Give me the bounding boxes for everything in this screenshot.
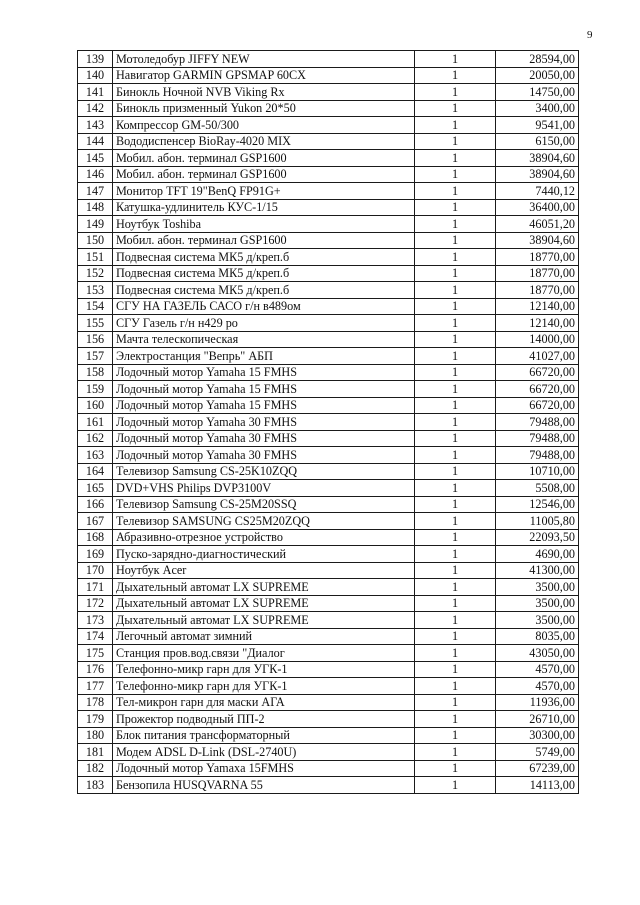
item-name-cell: Бинокль Ночной NVB Viking Rx [113,84,415,101]
price-cell: 30300,00 [496,727,579,744]
price-cell: 46051,20 [496,216,579,233]
quantity-cell: 1 [415,694,496,711]
table-row [78,727,579,744]
table-row [78,463,579,480]
price-cell: 7440,12 [496,183,579,200]
item-name-cell: Лодочный мотор Yamaha 30 FMHS [113,447,415,464]
quantity-cell: 1 [415,216,496,233]
table-row [78,67,579,84]
price-cell: 43050,00 [496,645,579,662]
table-row [78,744,579,761]
table-row [78,546,579,563]
quantity-cell: 1 [415,331,496,348]
table-row [78,480,579,497]
quantity-cell: 1 [415,645,496,662]
quantity-cell: 1 [415,133,496,150]
table-row [78,100,579,117]
table-row [78,364,579,381]
quantity-cell: 1 [415,711,496,728]
item-name-cell: Подвесная система МК5 д/креп.б [113,282,415,299]
table-row [78,777,579,794]
price-cell: 28594,00 [496,51,579,68]
quantity-cell: 1 [415,579,496,596]
row-number-cell: 139 [78,51,113,68]
quantity-cell: 1 [415,777,496,794]
price-cell: 14113,00 [496,777,579,794]
price-cell: 14000,00 [496,331,579,348]
item-name-cell: Дыхательный автомат LX SUPREME [113,579,415,596]
row-number-cell: 170 [78,562,113,579]
table-row [78,117,579,134]
item-name-cell: Лодочный мотор Yamaxa 15FMHS [113,760,415,777]
item-name-cell: Мобил. абон. терминал GSP1600 [113,166,415,183]
row-number-cell: 156 [78,331,113,348]
row-number-cell: 164 [78,463,113,480]
price-cell: 38904,60 [496,166,579,183]
item-name-cell: Телевизор SAMSUNG CS25M20ZQQ [113,513,415,530]
row-number-cell: 153 [78,282,113,299]
item-name-cell: Мотоледобур JIFFY NEW [113,51,415,68]
quantity-cell: 1 [415,678,496,695]
row-number-cell: 161 [78,414,113,431]
quantity-cell: 1 [415,562,496,579]
price-cell: 5508,00 [496,480,579,497]
price-cell: 4690,00 [496,546,579,563]
price-cell: 10710,00 [496,463,579,480]
row-number-cell: 181 [78,744,113,761]
quantity-cell: 1 [415,199,496,216]
row-number-cell: 169 [78,546,113,563]
price-cell: 41300,00 [496,562,579,579]
table-row [78,84,579,101]
item-name-cell: Ноутбук Acer [113,562,415,579]
price-cell: 3400,00 [496,100,579,117]
table-row [78,150,579,167]
row-number-cell: 151 [78,249,113,266]
row-number-cell: 146 [78,166,113,183]
price-cell: 11005,80 [496,513,579,530]
table-row [78,678,579,695]
row-number-cell: 147 [78,183,113,200]
item-name-cell: Телефонно-микр гарн для УГК-1 [113,661,415,678]
row-number-cell: 168 [78,529,113,546]
quantity-cell: 1 [415,430,496,447]
row-number-cell: 154 [78,298,113,315]
price-cell: 67239,00 [496,760,579,777]
quantity-cell: 1 [415,100,496,117]
table-row [78,529,579,546]
item-name-cell: Дыхательный автомат LX SUPREME [113,595,415,612]
table-row [78,397,579,414]
table-row [78,298,579,315]
item-name-cell: Электростанция "Вепрь" АБП [113,348,415,365]
item-name-cell: Абразивно-отрезное устройство [113,529,415,546]
row-number-cell: 155 [78,315,113,332]
table-row [78,430,579,447]
row-number-cell: 152 [78,265,113,282]
price-cell: 22093,50 [496,529,579,546]
table-row [78,249,579,266]
row-number-cell: 140 [78,67,113,84]
item-name-cell: Прожектор подводный ПП-2 [113,711,415,728]
quantity-cell: 1 [415,744,496,761]
quantity-cell: 1 [415,447,496,464]
row-number-cell: 171 [78,579,113,596]
table-row [78,265,579,282]
item-name-cell: DVD+VHS Philips DVP3100V [113,480,415,497]
row-number-cell: 165 [78,480,113,497]
price-cell: 12546,00 [496,496,579,513]
price-cell: 8035,00 [496,628,579,645]
table-row [78,645,579,662]
quantity-cell: 1 [415,67,496,84]
price-cell: 79488,00 [496,414,579,431]
quantity-cell: 1 [415,513,496,530]
item-name-cell: Бинокль призменный Yukon 20*50 [113,100,415,117]
item-name-cell: СГУ НА ГАЗЕЛЬ САСО г/н в489ом [113,298,415,315]
row-number-cell: 163 [78,447,113,464]
quantity-cell: 1 [415,265,496,282]
price-cell: 18770,00 [496,282,579,299]
inventory-table-body [78,51,579,794]
price-cell: 14750,00 [496,84,579,101]
row-number-cell: 173 [78,612,113,629]
price-cell: 20050,00 [496,67,579,84]
table-row [78,183,579,200]
row-number-cell: 179 [78,711,113,728]
item-name-cell: Навигатор GARMIN GPSMAP 60CX [113,67,415,84]
item-name-cell: Телевизор Samsung CS-25M20SSQ [113,496,415,513]
table-row [78,315,579,332]
item-name-cell: Пуско-зарядно-диагностический [113,546,415,563]
quantity-cell: 1 [415,183,496,200]
row-number-cell: 148 [78,199,113,216]
quantity-cell: 1 [415,232,496,249]
price-cell: 38904,60 [496,150,579,167]
table-row [78,381,579,398]
table-row [78,562,579,579]
item-name-cell: Телевизор Samsung CS-25K10ZQQ [113,463,415,480]
table-row [78,694,579,711]
table-row [78,282,579,299]
price-cell: 18770,00 [496,265,579,282]
price-cell: 12140,00 [496,298,579,315]
table-row [78,414,579,431]
row-number-cell: 180 [78,727,113,744]
row-number-cell: 176 [78,661,113,678]
row-number-cell: 143 [78,117,113,134]
item-name-cell: Легочный автомат зимний [113,628,415,645]
table-row [78,612,579,629]
table-row [78,447,579,464]
row-number-cell: 144 [78,133,113,150]
item-name-cell: Монитор TFT 19"BenQ FP91G+ [113,183,415,200]
item-name-cell: Модем ADSL D-Link (DSL-2740U) [113,744,415,761]
row-number-cell: 159 [78,381,113,398]
price-cell: 4570,00 [496,661,579,678]
quantity-cell: 1 [415,628,496,645]
row-number-cell: 166 [78,496,113,513]
item-name-cell: Мобил. абон. терминал GSP1600 [113,150,415,167]
item-name-cell: Тел-микрон гарн для маски АГА [113,694,415,711]
row-number-cell: 158 [78,364,113,381]
item-name-cell: Мобил. абон. терминал GSP1600 [113,232,415,249]
row-number-cell: 167 [78,513,113,530]
table-row [78,711,579,728]
item-name-cell: Лодочный мотор Yamaha 15 FMHS [113,364,415,381]
item-name-cell: Компрессор GM-50/300 [113,117,415,134]
row-number-cell: 172 [78,595,113,612]
price-cell: 36400,00 [496,199,579,216]
item-name-cell: Лодочный мотор Yamaha 15 FMHS [113,381,415,398]
quantity-cell: 1 [415,760,496,777]
quantity-cell: 1 [415,546,496,563]
quantity-cell: 1 [415,166,496,183]
table-row [78,760,579,777]
table-row [78,216,579,233]
row-number-cell: 174 [78,628,113,645]
price-cell: 12140,00 [496,315,579,332]
inventory-table [77,50,579,794]
quantity-cell: 1 [415,414,496,431]
quantity-cell: 1 [415,397,496,414]
quantity-cell: 1 [415,727,496,744]
item-name-cell: Ноутбук Toshiba [113,216,415,233]
price-cell: 38904,60 [496,232,579,249]
item-name-cell: Бензопила HUSQVARNA 55 [113,777,415,794]
table-row [78,133,579,150]
price-cell: 6150,00 [496,133,579,150]
price-cell: 3500,00 [496,579,579,596]
row-number-cell: 145 [78,150,113,167]
item-name-cell: Мачта телескопическая [113,331,415,348]
row-number-cell: 160 [78,397,113,414]
price-cell: 4570,00 [496,678,579,695]
table-row [78,331,579,348]
quantity-cell: 1 [415,282,496,299]
price-cell: 18770,00 [496,249,579,266]
item-name-cell: Станция пров.вод.связи "Диалог [113,645,415,662]
row-number-cell: 175 [78,645,113,662]
quantity-cell: 1 [415,364,496,381]
table-row [78,51,579,68]
price-cell: 66720,00 [496,364,579,381]
row-number-cell: 178 [78,694,113,711]
quantity-cell: 1 [415,463,496,480]
item-name-cell: Подвесная система МК5 д/креп.б [113,249,415,266]
price-cell: 3500,00 [496,612,579,629]
item-name-cell: Лодочный мотор Yamaha 30 FMHS [113,414,415,431]
table-row [78,661,579,678]
table-row [78,595,579,612]
quantity-cell: 1 [415,51,496,68]
price-cell: 66720,00 [496,397,579,414]
item-name-cell: СГУ Газель г/н н429 ро [113,315,415,332]
quantity-cell: 1 [415,480,496,497]
quantity-cell: 1 [415,381,496,398]
price-cell: 41027,00 [496,348,579,365]
price-cell: 3500,00 [496,595,579,612]
row-number-cell: 162 [78,430,113,447]
item-name-cell: Лодочный мотор Yamaha 30 FMHS [113,430,415,447]
quantity-cell: 1 [415,249,496,266]
row-number-cell: 141 [78,84,113,101]
item-name-cell: Телефонно-микр гарн для УГК-1 [113,678,415,695]
table-row [78,348,579,365]
quantity-cell: 1 [415,117,496,134]
quantity-cell: 1 [415,661,496,678]
row-number-cell: 177 [78,678,113,695]
price-cell: 26710,00 [496,711,579,728]
table-row [78,579,579,596]
table-row [78,199,579,216]
table-row [78,513,579,530]
quantity-cell: 1 [415,529,496,546]
quantity-cell: 1 [415,496,496,513]
quantity-cell: 1 [415,348,496,365]
table-row [78,496,579,513]
quantity-cell: 1 [415,595,496,612]
row-number-cell: 149 [78,216,113,233]
page-number: 9 [587,29,593,41]
item-name-cell: Блок питания трансформаторный [113,727,415,744]
quantity-cell: 1 [415,150,496,167]
table-row [78,628,579,645]
quantity-cell: 1 [415,612,496,629]
row-number-cell: 183 [78,777,113,794]
quantity-cell: 1 [415,315,496,332]
row-number-cell: 157 [78,348,113,365]
table-row [78,166,579,183]
table-row [78,232,579,249]
item-name-cell: Подвесная система МК5 д/креп.б [113,265,415,282]
price-cell: 79488,00 [496,430,579,447]
item-name-cell: Лодочный мотор Yamaha 15 FMHS [113,397,415,414]
item-name-cell: Дыхательный автомат LX SUPREME [113,612,415,629]
price-cell: 11936,00 [496,694,579,711]
row-number-cell: 142 [78,100,113,117]
item-name-cell: Катушка-удлинитель КУС-1/15 [113,199,415,216]
row-number-cell: 150 [78,232,113,249]
price-cell: 5749,00 [496,744,579,761]
item-name-cell: Вододиспенсер BioRay-4020 MIX [113,133,415,150]
quantity-cell: 1 [415,84,496,101]
price-cell: 9541,00 [496,117,579,134]
quantity-cell: 1 [415,298,496,315]
row-number-cell: 182 [78,760,113,777]
price-cell: 66720,00 [496,381,579,398]
price-cell: 79488,00 [496,447,579,464]
